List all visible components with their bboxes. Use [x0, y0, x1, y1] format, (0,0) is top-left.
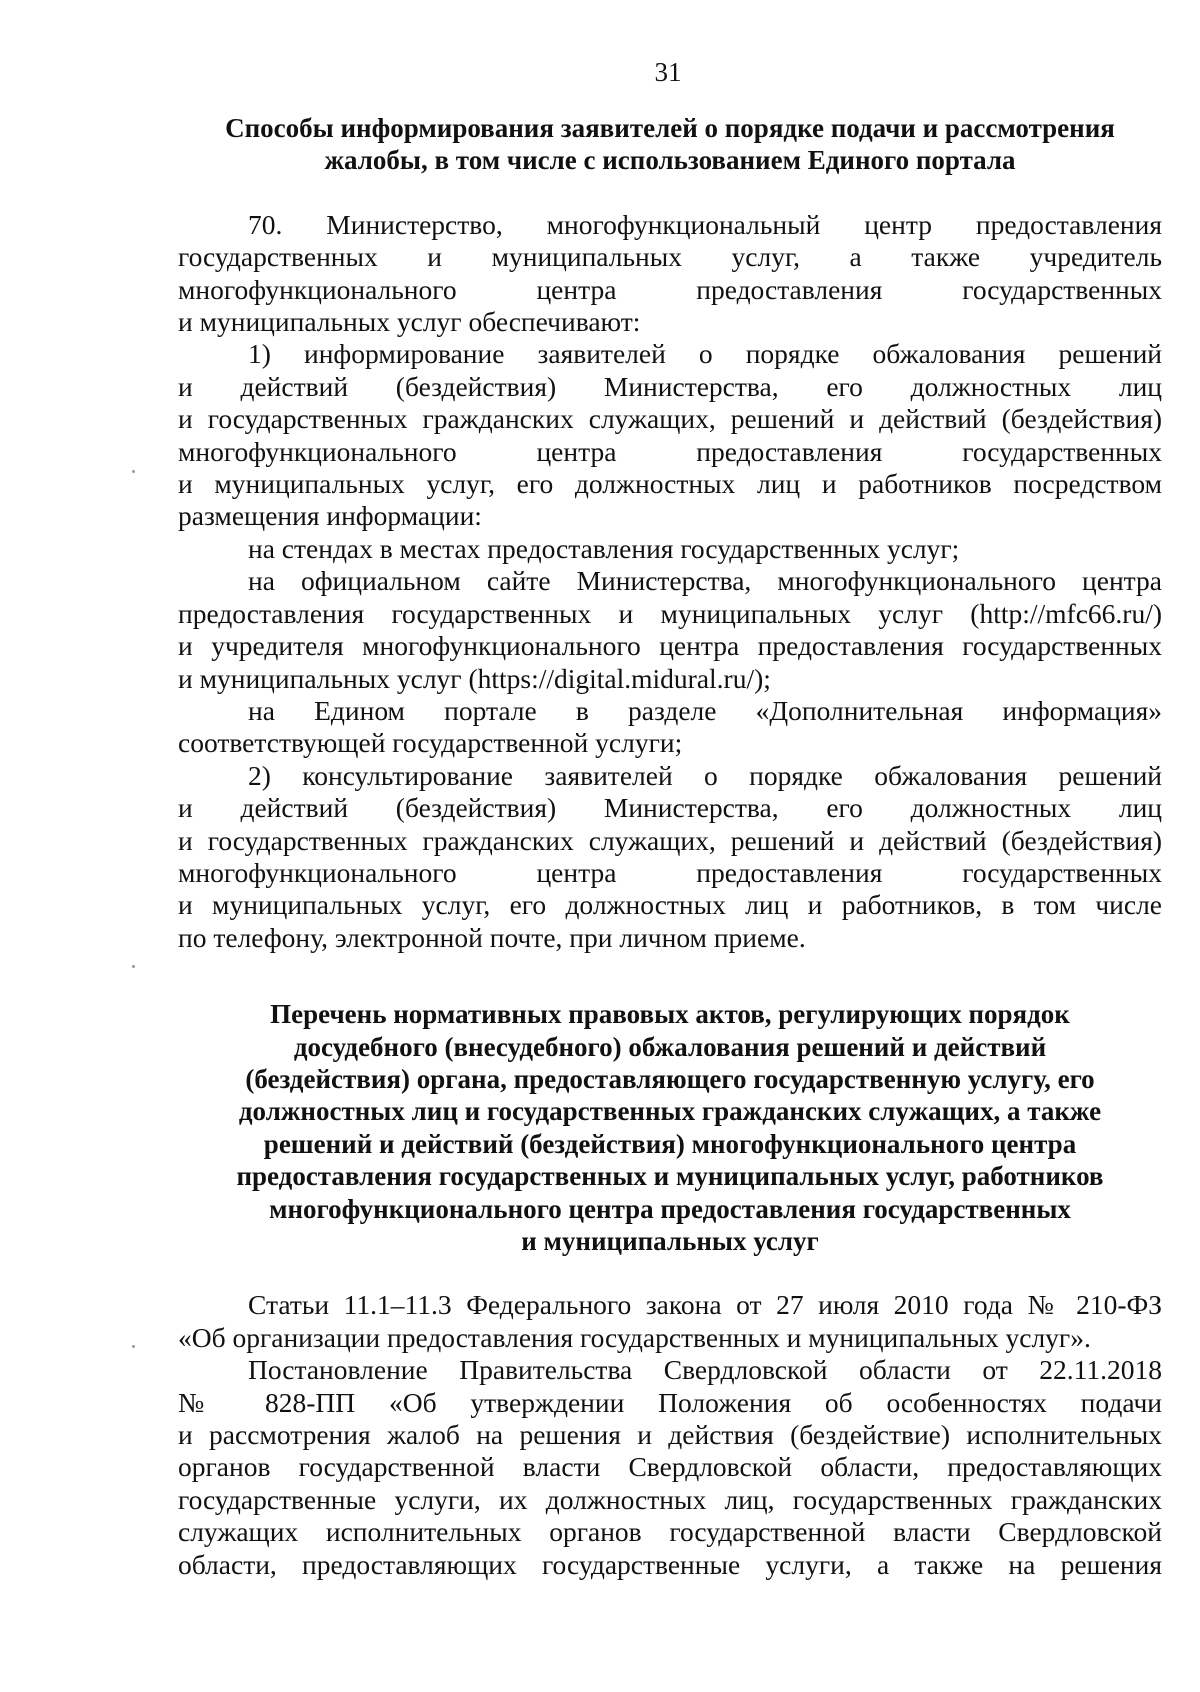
text-line: Статьи 11.1–11.3 Федерального закона от 27 июля 2010 года № 210-ФЗ [248, 1289, 1162, 1321]
text-line: предоставления государственных и муниципальных услуг (http://mfc66.ru/) [178, 597, 1162, 629]
section-complaint-info-body [178, 209, 1162, 954]
paragraph [178, 565, 1162, 695]
section-heading-complaint-info [178, 112, 1162, 177]
text-line: на Едином портале в разделе «Дополнительная информация» [248, 694, 1162, 726]
text-line: на официальном сайте Министерства, многофункционального центра [248, 565, 1162, 597]
paragraph [178, 695, 1162, 760]
heading-line: и муниципальных услуг [521, 1226, 819, 1256]
text-line: соответствующей государственной услуги; [178, 727, 683, 759]
text-line: 70. Министерство, многофункциональный центр предоставления [248, 208, 1162, 240]
heading-line: досудебного (внесудебного) обжалования решений и действий [293, 1031, 1047, 1062]
text-line: служащих исполнительных органов государственной власти Свердловской [178, 1516, 1162, 1548]
scan-margin-mark [132, 965, 135, 968]
paragraph [178, 1289, 1162, 1354]
section-legal-acts-body [178, 1289, 1162, 1581]
heading-line: предоставления государственных и муниципальных услуг, работников [236, 1161, 1104, 1192]
document-body [178, 112, 1162, 1581]
heading-line: решений и действий (бездействия) многофункционального центра [263, 1128, 1077, 1159]
text-line: государственные услуги, их должностных лиц, государственных гражданских [178, 1483, 1162, 1515]
heading-line: Способы информирования заявителей о порядке подачи и рассмотрения [225, 113, 1115, 143]
text-line: и муниципальных услуг, его должностных лиц и работников посредством [178, 468, 1162, 500]
text-line: Постановление Правительства Свердловской области от 22.11.2018 [248, 1354, 1162, 1386]
text-line: по телефону, электронной почте, при личном приеме. [178, 921, 806, 953]
scan-margin-mark [132, 470, 135, 473]
text-line: области, предоставляющих государственные услуги, а также на решения [178, 1548, 1162, 1580]
text-line: и рассмотрения жалоб на решения и действия (бездействие) исполнительных [178, 1419, 1162, 1451]
text-line: и государственных гражданских служащих, решений и действий (бездействия) [178, 403, 1162, 435]
text-line: органов государственной власти Свердловской области, предоставляющих [178, 1451, 1162, 1483]
heading-line: (бездействия) органа, предоставляющего государственную услугу, его [245, 1063, 1095, 1094]
text-line: и действий (бездействия) Министерства, его должностных лиц [178, 792, 1162, 824]
scan-margin-mark [132, 1345, 135, 1348]
heading-line: должностных лиц и государственных гражданских служащих, а также [238, 1096, 1102, 1127]
text-line: на стендах в местах предоставления государственных услуг; [248, 532, 960, 564]
paragraph [178, 338, 1162, 532]
page-number: 31 [654, 57, 682, 87]
paragraph [178, 1354, 1162, 1581]
text-line: размещения информации: [178, 500, 482, 532]
heading-line: Перечень нормативных правовых актов, регулирующих порядок [270, 999, 1070, 1030]
text-line: государственных и муниципальных услуг, а также учредитель [178, 241, 1162, 273]
text-line: и действий (бездействия) Министерства, его должностных лиц [178, 370, 1162, 402]
text-line: многофункционального центра предоставления государственных [178, 435, 1162, 467]
heading-line: многофункционального центра предоставления государственных [269, 1193, 1071, 1224]
section-heading-legal-acts [178, 998, 1162, 1257]
text-line: и муниципальных услуг, его должностных лиц и работников, в том числе [178, 889, 1162, 921]
text-line: «Об организации предоставления государственных и муниципальных услуг». [178, 1321, 1091, 1353]
text-line: многофункционального центра предоставления государственных [178, 273, 1162, 305]
paragraph [178, 760, 1162, 954]
text-line: 1) информирование заявителей о порядке обжалования решений [248, 338, 1162, 370]
paragraph [178, 209, 1162, 339]
heading-line: жалобы, в том числе с использованием Единого портала [324, 145, 1016, 176]
text-line: многофункционального центра предоставления государственных [178, 856, 1162, 888]
paragraph [178, 533, 1162, 565]
text-line: и муниципальных услуг (https://digital.midural.ru/); [178, 662, 771, 694]
text-line: и государственных гражданских служащих, решений и действий (бездействия) [178, 824, 1162, 856]
text-line: 2) консультирование заявителей о порядке обжалования решений [248, 759, 1162, 791]
text-line: и учредителя многофункционального центра предоставления государственных [178, 630, 1162, 662]
text-line: № 828-ПП «Об утверждении Положения об особенностях подачи [178, 1386, 1162, 1418]
text-line: и муниципальных услуг обеспечивают: [178, 306, 641, 338]
